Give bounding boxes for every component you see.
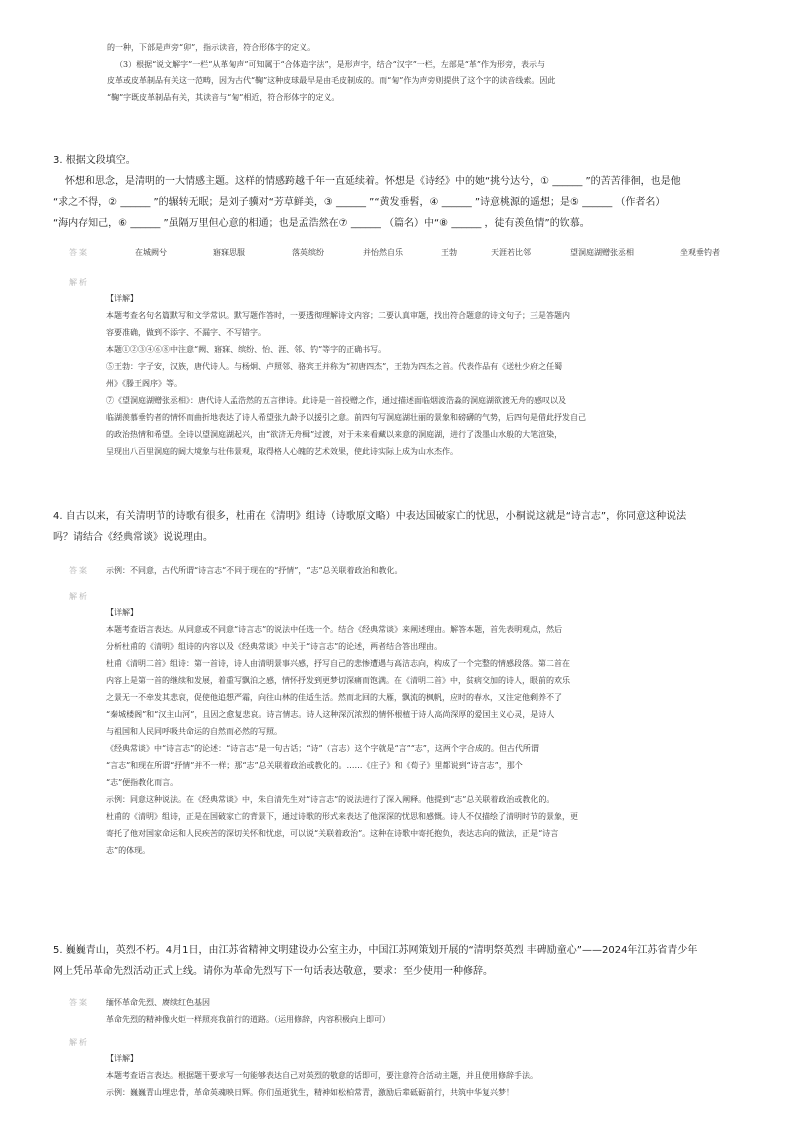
answer-content (106, 562, 746, 579)
analysis-line: 【详解】 (106, 608, 138, 617)
question-5 (53, 940, 753, 1097)
text-line: （3）根据“说文解字”一栏“从革匊声”可知属于“合体造字法”，是形声字，结合“汉字”一栏，左部是“革”作为形旁，表示与 (115, 59, 545, 69)
text-line: 的一种，下部是声旁“卯”，指示读音，符合形体字的定义。 (107, 43, 316, 52)
answer-item: 望洞庭湖赠张丞相 (570, 248, 634, 257)
analysis-line: 寄托了他对国家命运和人民疾苦的深切关怀和忧虑，可以说“关联着政治”。这种在诗歌中寄托抱负，表达志向的做法，正是“诗言 (106, 829, 559, 838)
analysis-line: 本题①②③④⑥⑧中注意“阙、寤寐、缤纷、怡、涯、邻、钓”等字的正确书写。 (106, 345, 387, 354)
analysis-line: 志”的体现。 (106, 846, 151, 855)
answer-item: 落英缤纷 (292, 248, 324, 257)
answer-label: 答案 (69, 998, 89, 1007)
question-body-line: “求之不得，② ______ ”的辗转无眠；是刘子骥对“芳草鲜美，③ ______ ”“黄发垂髫，④ ______ ”诗意桃源的遥想；是⑤ ______ （作者名） (53, 197, 666, 208)
question-4 (53, 506, 753, 855)
answer-label: 答案 (69, 566, 89, 575)
question-title: 网上凭吊革命先烈活动正式上线。请你为革命先烈写下一句话表达敬意，要求：至少使用一种修辞。 (53, 966, 493, 977)
analysis-line: 示例：同意这种说法。在《经典常谈》中，朱自清先生对“诗言志”的说法进行了深入阐释。他提到“志”总关联着政治或教化的。 (106, 795, 555, 804)
analysis-line: 分析杜甫的《清明》组诗的内容以及《经典常谈》中关于“诗言志”的论述，两者结合答出理由。 (106, 642, 443, 651)
question-4-text (53, 506, 753, 548)
text-line: “鞠”字既皮革制品有关，其读音与“匊”相近，符合形体字的定义。 (107, 92, 340, 102)
question-title: 4. 自古以来，有关清明节的诗歌有很多，杜甫在《清明》组诗（诗歌原文略）中表达国破家亡的忧思，小桐说这就是“诗言志”，你同意这种说法 (53, 511, 687, 522)
analysis-line: 本题考查语言表达。根据题干要求写一句能够表达自己对英烈的敬意的话即可，要注意符合活动主题，并且使用修辞手法。 (106, 1071, 538, 1080)
analysis-line: 【详解】 (106, 294, 138, 303)
analysis-line: 本题考查名句名篇默写和文学常识。默写题作答时，一要透彻理解诗文内容；二要认真审题，找出符合题意的诗文句子；三是答题内 (106, 311, 570, 320)
question-3 (53, 150, 753, 456)
analysis-label: 解析 (69, 1038, 89, 1047)
answer-item: 寤寐思服 (213, 248, 245, 257)
answer-item: 坐观垂钓者 (680, 248, 720, 257)
question-3-text (53, 150, 753, 234)
previous-analysis-continuation (107, 40, 747, 106)
analysis-line: 容要准确，做到不添字、不漏字、不写错字。 (106, 328, 266, 337)
answer-item: 在城阙兮 (135, 248, 167, 257)
question-body-line: 怀想和思念，是清明的一大情感主题。这样的情感跨越千年一直延续着。怀想是《诗经》中的她“挑兮达兮，① ______ ”的苦苦徘徊，也是他 (65, 176, 681, 187)
analysis-line: “志”便指教化而言。 (106, 778, 179, 787)
analysis-line: 临湖羡慕垂钓者的情怀而曲折地表达了诗人希望张九龄予以援引之意。前四句写洞庭湖壮丽的景象和磅礴的气势，后四句是借此抒发自己 (106, 413, 586, 422)
answer-row (69, 247, 759, 261)
analysis-line: ⑤王勃：字子安，汉族，唐代诗人。与杨炯、卢照邻、骆宾王并称为“初唐四杰”，王勃为四杰之首。代表作品有《送杜少府之任蜀 (106, 362, 563, 371)
analysis-content (106, 1050, 746, 1101)
analysis-line: 的政治热情和希望。全诗以望洞庭湖起兴，由“欲济无舟楫”过渡，对于未来看藏以来意的洞庭湖，进行了泼墨山水般的大笔渲染， (106, 430, 563, 439)
analysis-line: 本题考查语言表达。从同意或不同意“诗言志”的说法中任选一个。结合《经典常谈》来阐述理由。解答本题，首先表明观点，然后 (106, 625, 563, 634)
question-5-text (53, 940, 753, 982)
analysis-line: 与祖国和人民同呼吸共命运的自然而必然的写照。 (106, 727, 282, 736)
analysis-line: 杜甫《清明二首》组诗：第一首诗，诗人由清明景事兴感，抒写自己的悲惨遭遇与高洁志向，构成了一个完整的情感段落。第二首在 (106, 659, 570, 668)
answer-item: 天涯若比邻 (491, 248, 531, 257)
analysis-content (106, 604, 746, 859)
analysis-line: 【详解】 (106, 1054, 138, 1063)
answer-item: 王勃 (441, 248, 457, 257)
analysis-line: 杜甫的《清明》组诗，正是在国破家亡的背景下，通过诗歌的形式来表达了他深深的忧思和感慨。诗人不仅描绘了清明时节的景象，更 (106, 812, 578, 821)
question-title: 3. 根据文段填空。 (53, 155, 136, 166)
answer-row (69, 565, 759, 579)
analysis-line: 州》《滕王阁序》等。 (106, 379, 182, 388)
analysis-label: 解析 (69, 592, 89, 601)
question-body-line: “海内存知己，⑥ ______ ”虽隔万里但心意的相通；也是孟浩然在⑦ ______ （篇名）中“⑧ ______ ，徒有羡鱼情”的钦慕。 (53, 218, 590, 229)
analysis-label: 解析 (69, 278, 89, 287)
analysis-line: 《经典常谈》中“诗言志”的论述：“诗言志”是一句古话；“诗”（言志）这个字就是“言”“志”，这两个字合成的。但古代所谓 (106, 744, 539, 753)
answer-list (135, 247, 775, 258)
answer-line: 革命先烈的精神像火炬一样照亮我前行的道路。（运用修辞，内容积极向上即可） (106, 1015, 390, 1024)
analysis-line: 示例：巍巍青山埋忠骨，革命英魂映日辉。你们虽逝犹生，精神如松柏常青，激励后辈砥砺前行，共筑中华复兴梦！ (106, 1088, 514, 1097)
answer-row (69, 997, 759, 1027)
answer-label: 答案 (69, 248, 89, 257)
analysis-content (106, 290, 746, 460)
answer-line: 缅怀革命先烈、赓续红色基因 (106, 998, 210, 1007)
answer-content (106, 994, 746, 1028)
analysis-line: 呈现出八百里洞庭的阔大境象与壮伟景观，取得格人心魄的艺术效果，使此诗实际上成为山水杰作。 (106, 447, 458, 456)
question-title: 吗？请结合《经典常谈》说说理由。 (53, 532, 213, 543)
analysis-line: 内容上是第一首的继续和发展，着重写飘泊之感，情怀抒发到更梦切深痛而饱满。在《清明二首》中，贫病交加的诗人，眼前的欢乐 (106, 676, 570, 685)
analysis-line: “言志”和现在所谓“抒情”并不一样；那“志”总关联着政治或教化的。……《庄子》和《荀子》里都说到“诗言志”，那个 (106, 761, 523, 770)
analysis-line: “秦城楼阁”和“汉主山河”，且因之愈复悲哀。诗言情志。诗人这种深沉浓烈的情怀根植于诗人高尚深厚的爱国主义心灵，是诗人 (106, 710, 555, 719)
analysis-line: 之景无一不牵发其悲哀，促使他追想严霜，向往山林的佳适生活。然而北回的大雁，飘流的枫帆，应时的春水，又注定他剩养不了 (106, 693, 562, 702)
answer-item: 并怡然自乐 (363, 248, 403, 257)
analysis-line: ⑦《望洞庭湖赠张丞相》：唐代诗人孟浩然的五言律诗。此诗是一首投赠之作，通过描述面临烟波浩淼的洞庭湖欲渡无舟的感叹以及 (106, 396, 566, 405)
text-line: 皮革或皮革制品有关这一范畴，因为古代“鞠”这种皮球最早是由毛皮制成的。而“匊”作为声旁则提供了这个字的读音线索。因此 (107, 76, 556, 85)
question-title: 5. 巍巍青山，英烈不朽。4月1日，由江苏省精神文明建设办公室主办，中国江苏网策划开展的“清明祭英烈 丰碑励童心”——2024年江苏省青少年 (53, 945, 698, 956)
answer-text: 示例：不同意，古代所谓“诗言志”不同于现在的“抒情”，“志”总关联着政治和教化。 (106, 566, 403, 575)
